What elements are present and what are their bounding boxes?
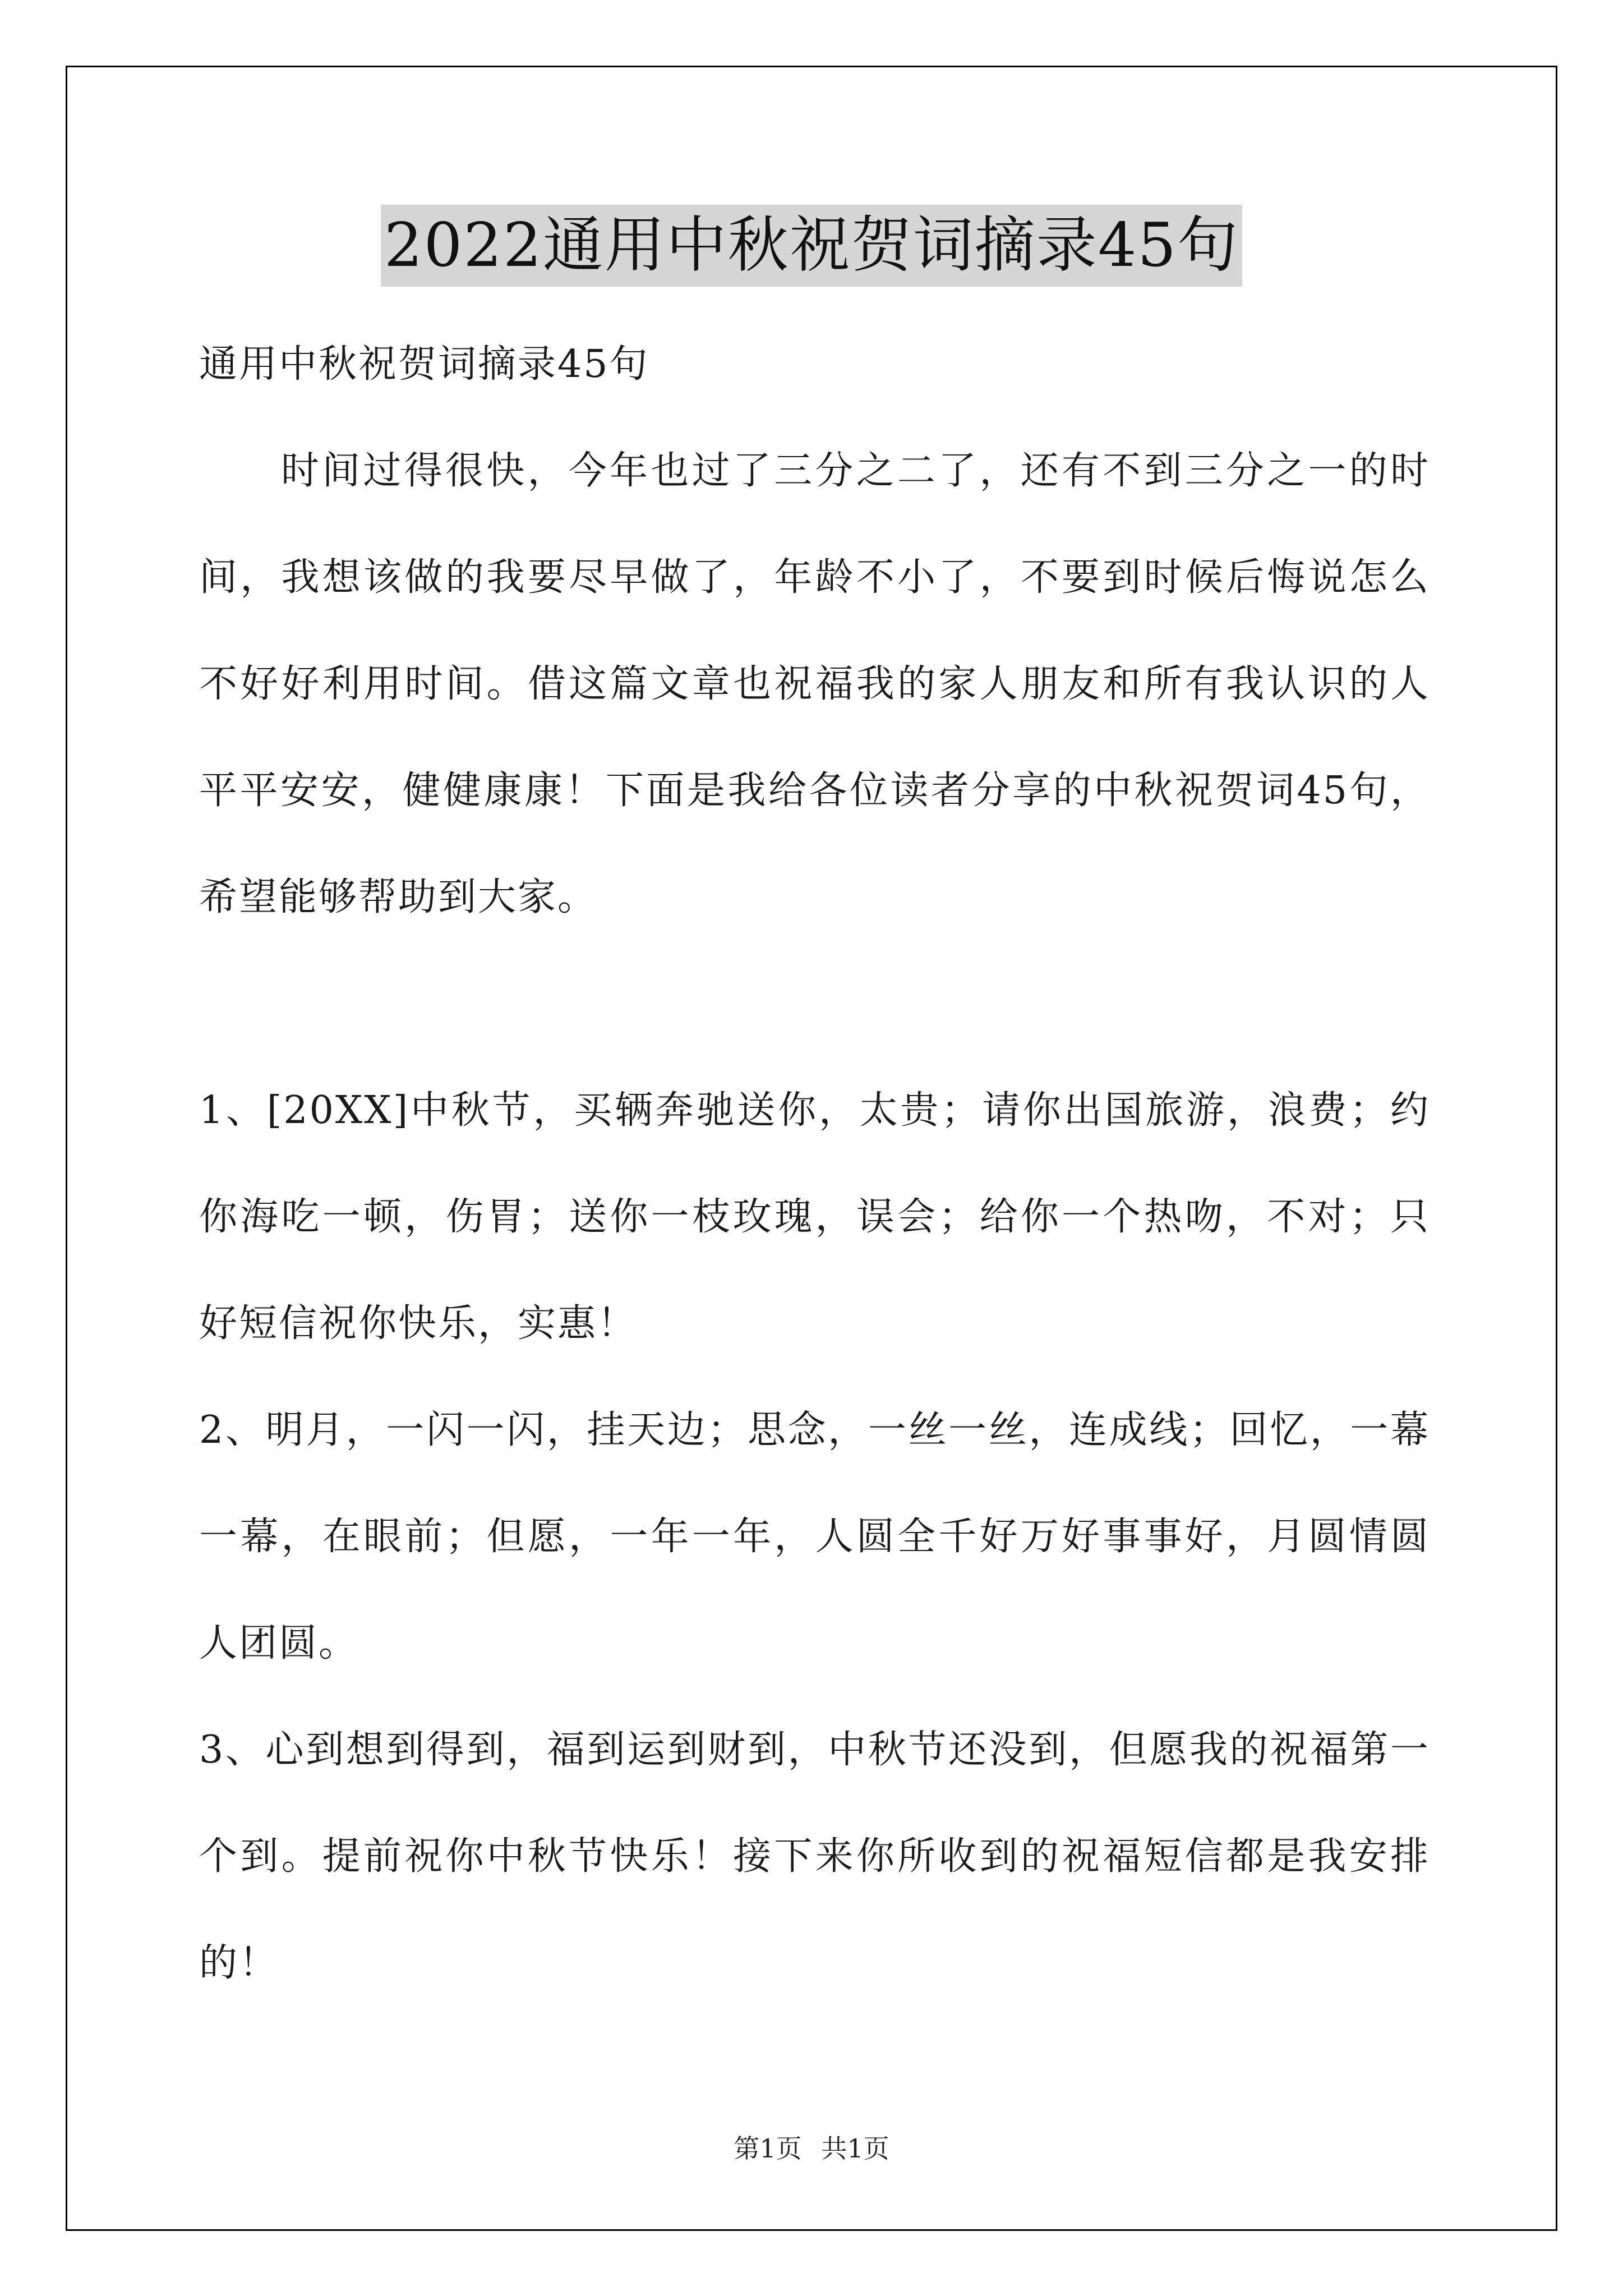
- greeting-item-2: 2、明月，一闪一闪，挂天边；思念，一丝一丝，连成线；回忆，一幕一幕，在眼前；但愿，一年一年，人圆全千好万好事事好，月圆情圆人团圆。: [199, 1408, 1430, 1665]
- document-body: [199, 311, 1430, 2017]
- page-footer: [0, 2132, 1623, 2165]
- page-total: 共1页: [821, 2133, 889, 2164]
- title-area: [0, 205, 1623, 287]
- paragraph-spacer: [199, 951, 1430, 1057]
- greeting-item-1: 1、[20XX]中秋节，买辆奔驰送你，太贵；请你出国旅游，浪费；约你海吃一顿，伤胃；送你一枝玫瑰，误会；给你一个热吻，不对；只好短信祝你快乐，实惠！: [199, 1088, 1430, 1346]
- intro-paragraph: 时间过得很快，今年也过了三分之二了，还有不到三分之一的时间，我想该做的我要尽早做了，年龄不小了，不要到时候后悔说怎么不好好利用时间。借这篇文章也祝福我的家人朋友和所有我认识的人平平安安，健健康康！下面是我给各位读者分享的中秋祝贺词45句，希望能够帮助到大家。: [199, 449, 1430, 919]
- page-number: 第1页: [734, 2133, 802, 2164]
- greeting-item-3: 3、心到想到得到，福到运到财到，中秋节还没到，但愿我的祝福第一个到。提前祝你中秋节快乐！接下来你所收到的祝福短信都是我安排的！: [199, 1728, 1430, 1985]
- document-subtitle: 通用中秋祝贺词摘录45句: [199, 342, 649, 386]
- document-title: 2022通用中秋祝贺词摘录45句: [381, 205, 1242, 287]
